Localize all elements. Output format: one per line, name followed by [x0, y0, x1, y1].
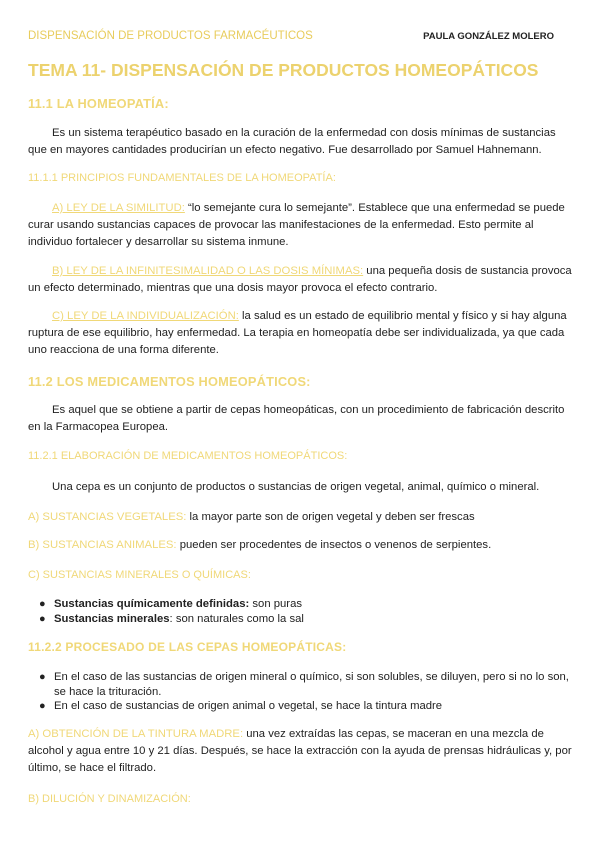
paragraph-medicamentos: Es aquel que se obtiene a partir de cepas homeopáticas, con un procedimiento de fabricación descrito en la Farmacopea Europea. — [28, 404, 565, 433]
list-item-bold: Sustancias químicamente definidas: — [54, 598, 250, 610]
label-ley-infinitesimalidad: B) LEY DE LA INFINITESIMALIDAD O LAS DOSIS MÍNIMAS: — [52, 265, 364, 277]
bullet-icon: ● — [39, 612, 46, 625]
heading-11-1-1: 11.1.1 PRINCIPIOS FUNDAMENTALES DE LA HOMEOPATÍA: — [28, 172, 336, 184]
bullet-icon: ● — [39, 598, 46, 610]
paragraph-sustancias-animales — [28, 537, 574, 554]
text-sustancias-animales: pueden ser procedentes de insectos o venenos de serpientes. — [176, 539, 492, 551]
heading-11-2-2: 11.2.2 PROCESADO DE LAS CEPAS HOMEOPÁTICAS: — [28, 640, 347, 654]
list-item — [40, 699, 570, 714]
text-ley-similitud: “lo semejante cura lo semejante”. Establece que una enfermedad se puede curar usando sustancias capaces de provocar las manifestaciones de la enfermedad. Esto permite al individuo fortalecer y desarrollar su sistema inmune. — [28, 202, 565, 248]
list-item-text: son puras — [249, 598, 303, 610]
list-sustancias-minerales — [40, 597, 570, 626]
text-tintura-madre: una vez extraídas las cepas, se maceran en una mezcla de alcohol y agua entre 10 y 21 días. Después, se hace la extracción con la ayuda de prensas hidráulicas y, por último, se hace el filtrado. — [28, 728, 572, 774]
list-item-text: En el caso de sustancias de origen animal o vegetal, se hace la tintura madre — [54, 700, 443, 712]
list-item — [40, 597, 570, 612]
bullet-icon: ● — [39, 671, 46, 683]
heading-11-1: 11.1 LA HOMEOPATÍA: — [28, 96, 169, 111]
label-sustancias-animales: B) SUSTANCIAS ANIMALES: — [28, 539, 177, 551]
text-ley-infinitesimalidad: una pequeña dosis de sustancia provoca un efecto determinado, mientras que una dosis mayor provoca el efecto contrario. — [28, 265, 572, 294]
list-item — [40, 612, 570, 627]
label-ley-similitud: A) LEY DE LA SIMILITUD: — [52, 202, 185, 214]
header-author: PAULA GONZÁLEZ MOLERO — [423, 31, 554, 42]
heading-11-2: 11.2 LOS MEDICAMENTOS HOMEOPÁTICOS: — [28, 374, 311, 389]
list-procesado — [40, 670, 570, 714]
list-item-text: : son naturales como la sal — [169, 612, 304, 625]
text-sustancias-vegetales: la mayor parte son de origen vegetal y deben ser frescas — [186, 511, 475, 523]
paragraph-sustancias-vegetales — [28, 509, 574, 526]
paragraph-ley-individualizacion — [28, 308, 574, 359]
paragraph-ley-infinitesimalidad — [28, 263, 574, 297]
label-dilucion: B) DILUCIÓN Y DINAMIZACIÓN: — [28, 793, 191, 805]
text-ley-individualizacion: la salud es un estado de equilibrio mental y físico y si hay alguna ruptura de ese equilibrio, hay enfermedad. La terapia en homeopatía debe ser individualizada, ya que cada uno reacciona de una forma diferente. — [28, 310, 567, 356]
label-sustancias-vegetales: A) SUSTANCIAS VEGETALES: — [28, 511, 187, 523]
paragraph-tintura-madre — [28, 726, 574, 777]
label-tintura-madre: A) OBTENCIÓN DE LA TINTURA MADRE: — [28, 728, 244, 740]
list-item-text: En el caso de las sustancias de origen mineral o químico, si son solubles, se diluyen, pero si no lo son, se hace la trituración. — [54, 671, 569, 698]
list-item-bold: Sustancias minerales — [54, 612, 170, 625]
bullet-icon: ● — [39, 700, 46, 712]
paragraph-ley-similitud — [28, 200, 574, 251]
label-ley-individualizacion: C) LEY DE LA INDIVIDUALIZACIÓN: — [52, 310, 239, 322]
label-sustancias-minerales: C) SUSTANCIAS MINERALES O QUÍMICAS: — [28, 569, 251, 581]
header-subject: DISPENSACIÓN DE PRODUCTOS FARMACÉUTICOS — [28, 30, 313, 42]
paragraph-cepa: Una cepa es un conjunto de productos o sustancias de origen vegetal, animal, químico o mineral. — [52, 481, 540, 493]
heading-11-2-1: 11.2.1 ELABORACIÓN DE MEDICAMENTOS HOMEOPÁTICOS: — [28, 450, 348, 462]
list-item — [40, 670, 570, 699]
paragraph-homeopatia: Es un sistema terapéutico basado en la curación de la enfermedad con dosis mínimas de sustancias que en mayores cantidades producirían un efecto negativo. Fue desarrollado por Samuel Hahnemann. — [28, 127, 556, 156]
page-title: TEMA 11- DISPENSACIÓN DE PRODUCTOS HOMEOPÁTICOS — [28, 60, 539, 80]
